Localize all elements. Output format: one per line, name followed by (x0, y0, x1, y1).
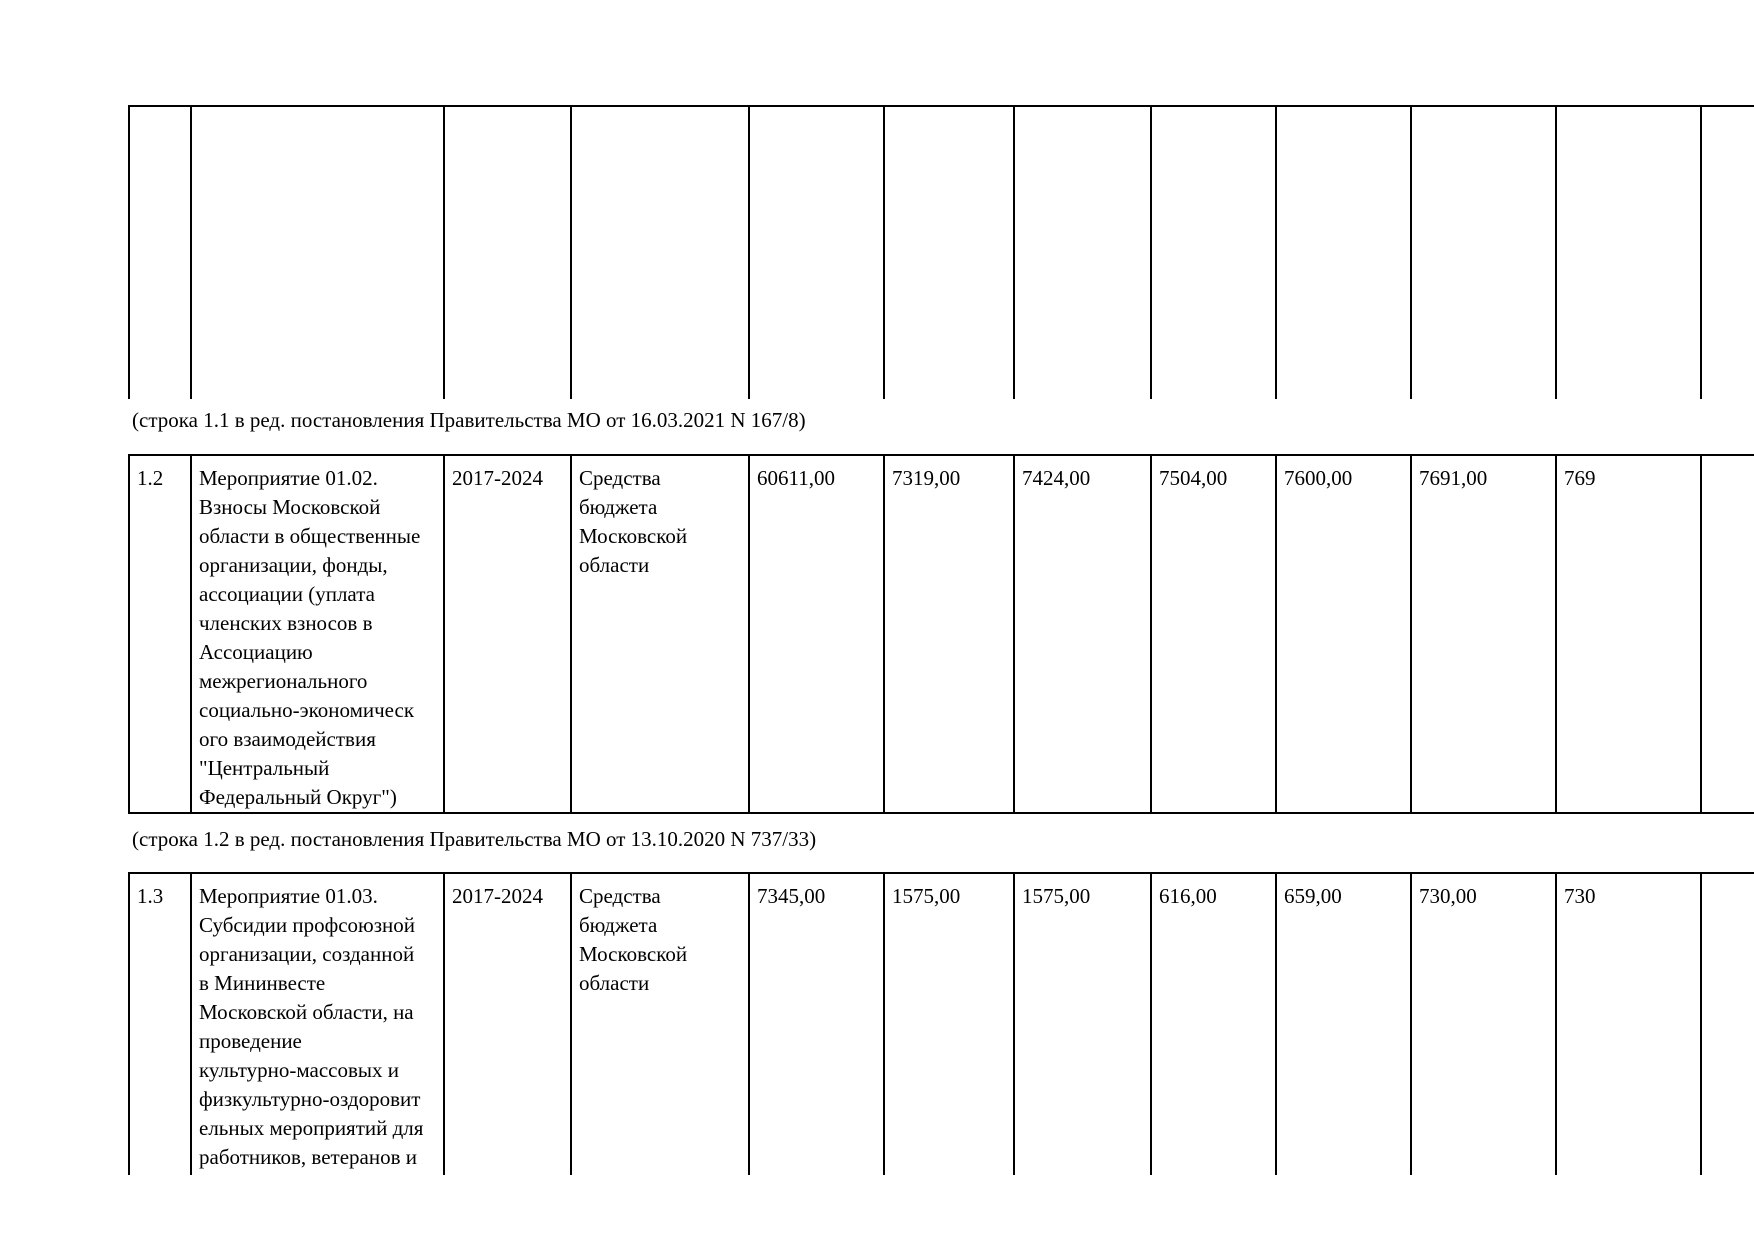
empty-cell (1015, 107, 1152, 399)
empty-cell (130, 107, 192, 399)
value-cell: 7319,00 (885, 456, 1015, 812)
value-cell: 7424,00 (1015, 456, 1152, 812)
value-cell: 616,00 (1152, 874, 1277, 1175)
empty-cell (1277, 107, 1412, 399)
value-cell: 1575,00 (1015, 874, 1152, 1175)
value-cell: 730,00 (1412, 874, 1557, 1175)
value-cell: 7504,00 (1152, 456, 1277, 812)
row-number-cell: 1.2 (130, 456, 192, 812)
activity-name-cell: Мероприятие 01.02. Взносы Московской области в общественные организации, фонды, ассоциации (уплата членских взносов в Ассоциацию межрегионального социально-экономическ ого взаимодействия "Центральный Федеральный Округ") (192, 456, 445, 812)
empty-cell (1702, 107, 1754, 399)
amendment-note-row-1-2: (строка 1.2 в ред. постановления Правительства МО от 13.10.2020 N 737/33) (132, 827, 817, 851)
table-row-1-2 (128, 454, 1754, 814)
empty-cell (1152, 107, 1277, 399)
empty-cell (192, 107, 445, 399)
empty-cell (445, 107, 572, 399)
period-cell: 2017-2024 (445, 456, 572, 812)
empty-cell (1702, 456, 1754, 812)
table-row-1-3 (128, 872, 1754, 1175)
funding-source-cell: Средства бюджета Московской области (572, 456, 750, 812)
activity-name-cell: Мероприятие 01.03. Субсидии профсоюзной организации, созданной в Мининвесте Московской области, на проведение культурно-массовых и физкультурно-оздоровит ельных мероприятий для работников, ветеранов и (192, 874, 445, 1175)
funding-source-cell: Средства бюджета Московской области (572, 874, 750, 1175)
value-cell-clipped: 730 (1557, 874, 1702, 1175)
amendment-note-row-1-1: (строка 1.1 в ред. постановления Правительства МО от 16.03.2021 N 167/8) (132, 408, 806, 432)
value-cell: 1575,00 (885, 874, 1015, 1175)
empty-cell (885, 107, 1015, 399)
row-number-cell: 1.3 (130, 874, 192, 1175)
value-cell-total: 60611,00 (750, 456, 885, 812)
program-activities-table (128, 105, 1754, 1177)
value-cell-clipped: 769 (1557, 456, 1702, 812)
value-cell: 7691,00 (1412, 456, 1557, 812)
value-cell-total: 7345,00 (750, 874, 885, 1175)
empty-cell (750, 107, 885, 399)
value-cell: 659,00 (1277, 874, 1412, 1175)
table-row-partial-top (128, 107, 1754, 399)
empty-cell (572, 107, 750, 399)
empty-cell (1557, 107, 1702, 399)
empty-cell (1702, 874, 1754, 1175)
empty-cell (1412, 107, 1557, 399)
value-cell: 7600,00 (1277, 456, 1412, 812)
period-cell: 2017-2024 (445, 874, 572, 1175)
